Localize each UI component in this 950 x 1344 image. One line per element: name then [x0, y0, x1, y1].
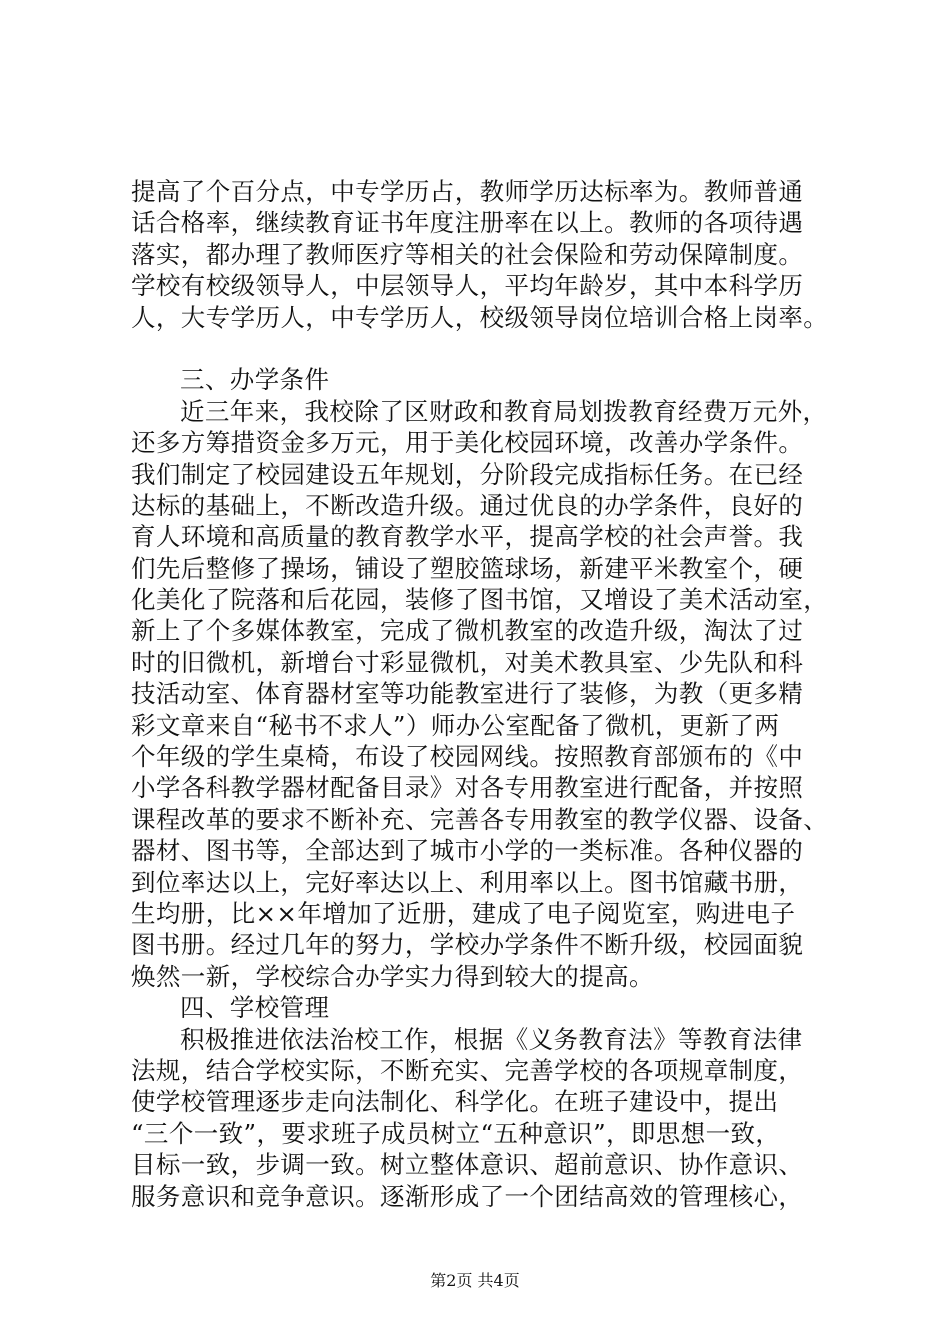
- paragraph-gap: [131, 333, 831, 364]
- text-line: 技活动室、体育器材室等功能教室进行了装修，为教（更多精: [131, 679, 804, 709]
- text-line: 人，大专学历人，中专学历人，校级领导岗位培训合格上岗率。: [131, 302, 829, 332]
- text-line: 化美化了院落和后花园，装修了图书馆，又增设了美术活动室，: [131, 585, 829, 615]
- text-line: 到位率达以上，完好率达以上、利用率以上。图书馆藏书册，: [131, 867, 804, 897]
- text-line: 时的旧微机，新增台寸彩显微机，对美术教具室、少先队和科: [131, 647, 804, 677]
- document-body: [131, 176, 831, 1212]
- page-number-footer: 第2页 共4页: [430, 1271, 520, 1290]
- text-line: 彩文章来自“秘书不求人”）师办公室配备了微机，更新了两: [131, 710, 780, 740]
- text-line: 们先后整修了操场，铺设了塑胶篮球场，新建平米教室个，硬: [131, 553, 804, 583]
- text-line: 近三年来，我校除了区财政和教育局划拨教育经费万元外，: [180, 396, 828, 426]
- text-line: “三个一致”，要求班子成员树立“五种意识”，即思想一致，: [131, 1118, 781, 1148]
- text-line: 达标的基础上，不断改造升级。通过优良的办学条件，良好的: [131, 490, 804, 520]
- text-line: 学校有校级领导人，中层领导人，平均年龄岁，其中本科学历: [131, 271, 804, 301]
- text-line: 焕然一新，学校综合办学实力得到较大的提高。: [131, 961, 654, 991]
- text-line: 落实，都办理了教师医疗等相关的社会保险和劳动保障制度。: [131, 239, 804, 269]
- text-line: 话合格率，继续教育证书年度注册率在以上。教师的各项待遇: [131, 208, 804, 238]
- text-line: 新上了个多媒体教室，完成了微机教室的改造升级，淘汰了过: [131, 616, 804, 646]
- text-line: 提高了个百分点，中专学历占，教师学历达标率为。教师普通: [131, 177, 804, 206]
- text-line: 小学各科教学器材配备目录》对各专用教室进行配备，并按照: [131, 773, 804, 803]
- text-line: 服务意识和竞争意识。逐渐形成了一个团结高效的管理核心，: [131, 1181, 804, 1211]
- text-line: 个年级的学生桌椅，布设了校园网线。按照教育部颁布的《中: [131, 742, 804, 772]
- text-line: 还多方筹措资金多万元，用于美化校园环境，改善办学条件。: [131, 428, 804, 458]
- text-line: 图书册。经过几年的努力，学校办学条件不断升级，校园面貌: [131, 930, 804, 960]
- section-heading: 四、学校管理: [180, 993, 330, 1023]
- text-line: 器材、图书等，全部达到了城市小学的一类标准。各种仪器的: [131, 836, 804, 866]
- text-line: 积极推进依法治校工作，根据《义务教育法》等教育法律: [180, 1024, 803, 1054]
- text-line: 目标一致，步调一致。树立整体意识、超前意识、协作意识、: [131, 1150, 804, 1180]
- text-line: 课程改革的要求不断补充、完善各专用教室的教学仪器、设备、: [131, 804, 829, 834]
- text-line: 使学校管理逐步走向法制化、科学化。在班子建设中，提出: [131, 1087, 779, 1117]
- text-line: 育人环境和高质量的教育教学水平，提高学校的社会声誉。我: [131, 522, 804, 552]
- text-line: 我们制定了校园建设五年规划，分阶段完成指标任务。在已经: [131, 459, 804, 489]
- section-heading: 三、办学条件: [180, 365, 330, 395]
- text-line: 法规，结合学校实际，不断充实、完善学校的各项规章制度，: [131, 1055, 804, 1085]
- text-line: 生均册，比××年增加了近册，建成了电子阅览室，购进电子: [131, 898, 796, 928]
